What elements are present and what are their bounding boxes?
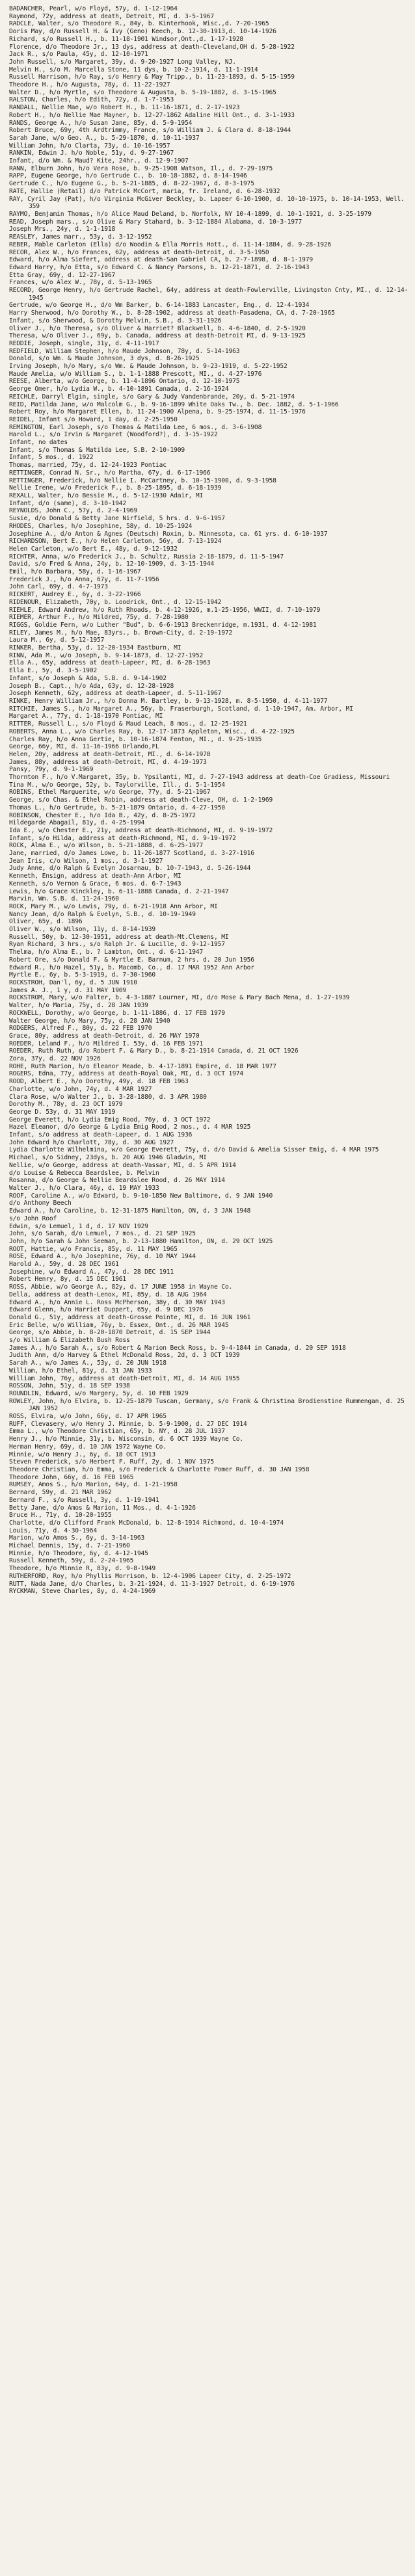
record-entry: Donald G., 51y, address at death-Grosse Pointe, MI, d. 16 JUN 1961 <box>9 1313 251 1321</box>
record-entry: Henry J., h/o Minnie, 31y, b. Wisconsin, d. 6 OCT 1939 Wayne Co. <box>9 1436 244 1443</box>
record-entry: s/o William & Elizabeth Bush Ross <box>9 1337 130 1345</box>
record-entry: RALSTON, Charles, h/o Edith, 72y, d. 1-7-1953 <box>9 96 174 104</box>
record-entry: Zora, 37y, d. 22 NOV 1926 <box>9 1055 101 1063</box>
record-entry: RHODES, Charles, h/o Josephine, 58y, d. 10-25-1924 <box>9 522 193 530</box>
record-entry: Doris May, d/o Russell H. & Ivy (Geno) Keech, b. 12-30-1913,d. 10-14-1926 <box>9 28 276 36</box>
record-entry: ROSSON, John, 51y, d. 18 SEP 1938 <box>9 1382 130 1390</box>
record-entry: George, 66y, MI, d. 11-16-1966 Orlando,FL <box>9 743 159 751</box>
record-entry: Edward Harry, h/o Etta, s/o Edward C. & Nancy Parsons, b. 12-21-1871, d. 2-16-1943 <box>9 263 310 271</box>
record-entry: Edward A., h/o Annie L. Ross McPherson, 38y, d. 30 MAY 1943 <box>9 1298 225 1306</box>
record-entry: Walter George, h/o Mary, 75y, d. 28 JAN 1940 <box>9 1017 170 1025</box>
record-entry: Marion, w/o Amos S., 6y, d. 3-14-1963 <box>9 1534 145 1542</box>
record-entry: RAPP, Eugene George, h/o Gertrude C., b. 10-18-1882, d. 8-14-1946 <box>9 172 247 180</box>
record-entry: ROCK, Mary M., w/o Lewis, 79y, d. 6-21-1918 Ann Arbor, MI <box>9 902 218 910</box>
record-entry: Kenneth, Ensign, address at death-Ann Arbor, MI <box>9 873 181 880</box>
record-entry: George, s/o Chas. & Ethel Robin, address at death-Cleve, OH, d. 1-2-1969 <box>9 796 273 804</box>
record-entry: Oliver W., s/o Wilson, 11y, d. 8-14-1939 <box>9 926 156 934</box>
record-entry: Edward Glenn, h/o Harriet Duppert, 65y, d. 9 DEC 1976 <box>9 1306 204 1314</box>
record-entry: Russell Kenneth, 59y, d. 2-24-1965 <box>9 1557 134 1565</box>
record-entry: Marvin, Wm. S.B. d. 11-24-1960 <box>9 895 119 903</box>
record-entry: Jack R., s/o Paula, 45y, d. 12-10-1971 <box>9 51 148 59</box>
record-entry: George Everett, h/o Lydia Emig Rood, 76y, d. 3 OCT 1972 <box>9 1116 211 1124</box>
record-entry: Dorothy M., 78y, d. 23 OCT 1979 <box>9 1101 123 1109</box>
record-entry: Jean Iris, c/o Wilson, 1 mos., d. 3-1-1927 <box>9 857 163 865</box>
record-entry: RYCKMAN, Steve Charles, 8y, d. 4-24-1969 <box>9 1588 156 1596</box>
record-entry: John Carl, 69y, d. 4-7-1973 <box>9 583 108 591</box>
record-entry: Michael, s/o Sidney, 23dys, b. 20 AUG 1946 Gladwin, MI <box>9 1154 207 1162</box>
record-entry: Betty Jane, d/o Amos & Marion, 11 Mos., d. 4-1-1926 <box>9 1504 196 1512</box>
record-entry: RECOR, Alex W., h/o Frances, 62y, address at death-Detroit, d. 3-5-1950 <box>9 248 269 256</box>
record-entry: RATE, Hallie (Retail) d/o Patrick McCort, maria, fr. Ireland, d. 6-28-1932 <box>9 187 280 195</box>
record-entry: Theodore John, 66y, d. 16 FEB 1965 <box>9 1473 134 1481</box>
record-entry: Harry Sherwood, h/o Dorothy W., b. 8-28-1902, address at death-Pasadena, CA, d. 7-20-1965 <box>9 309 335 317</box>
record-entry: Raymond, 72y, address at death, Detroit, MI, d. 3-5-1967 <box>9 12 215 20</box>
record-entry: Laura M., 6y, d. 5-12-1957 <box>9 637 105 644</box>
record-entry: Nellie, w/o George, address at death-Vassar, MI, d. 5 APR 1914 <box>9 1161 236 1169</box>
record-entry: RADCLE, Walter, s/o Theodore R., 84y, b. Kinterhook, Wisc.,d. 7-20-1965 <box>9 20 269 28</box>
record-entry: REASLEY, James marr., 53y, d. 3-12-1952 <box>9 233 152 241</box>
record-entry: John, s/o Sarah, d/o Lemuel, 7 mos., d. 21 SEP 1925 <box>9 1230 196 1238</box>
record-entry: ROWLEY, John, h/o Elvira, b. 12-25-1879 Tuscan, Germany, s/o Frank & Christina Brodienstine Rummengan, d. 25 JAN 1952 <box>9 1397 405 1413</box>
record-entry: RUMSEY, Amos S., h/o Marion, 64y, d. 1-21-1958 <box>9 1481 178 1489</box>
record-entry: RIDENOUR, Elizabeth, 70y, b. Loodrick, Ont., d. 12-15-1942 <box>9 598 222 606</box>
record-entry: REMINGTON, Earl Joseph, s/o Thomas & Matilda Lee, 6 mos., d. 3-6-1908 <box>9 423 262 431</box>
record-entry: Michael Dennis, 15y, d. 7-21-1960 <box>9 1542 130 1550</box>
record-entry: Minnie, w/o Henry J., 6y, d. 18 OCT 1913 <box>9 1451 156 1458</box>
record-entry: ROBINS, Ethel Marguerite, w/o George, 77y, d. 5-21-1967 <box>9 789 211 796</box>
record-entry: Infant, s/o Joseph & Ada, S.B. d. 9-14-1902 <box>9 674 167 682</box>
record-entry: RICHARDSON, Bert E., h/o Helen Carleton, 56y, d. 7-13-1924 <box>9 538 222 545</box>
record-entry: Irving Joseph, h/o Mary, s/o Wm. & Maude Johnson, b. 9-23-1919, d. 5-22-1952 <box>9 363 288 371</box>
record-entry: Minnie, h/o Theodore, 6y, d. 4-12-1945 <box>9 1549 148 1557</box>
record-entry: Donald, s/o Wm. & Maude Johnson, 3 dys, d. 8-26-1925 <box>9 355 200 363</box>
record-entry: RICHTER, Anna, w/o Frederick J., b. Schultz, Russia 2-18-1879, d. 11-5-1947 <box>9 553 284 560</box>
record-entry: ROSS, Abbie, w/o George A., 82y, d. 17 JUNE 1958 in Wayne Co. <box>9 1283 233 1291</box>
record-entry: Kenneth, s/o Vernon & Grace, 6 mos. d. 6-7-1943 <box>9 880 181 887</box>
record-entry: Edwin, s/o Lemuel, 1 d, d. 17 NOV 1929 <box>9 1222 148 1230</box>
record-entry: Theodore, h/o Minnie R, 83y, d. 9-8-1949 <box>9 1565 156 1573</box>
record-entry: ROOD, Albert E., h/o Dorothy, 49y, d. 18 FEB 1963 <box>9 1078 189 1086</box>
record-entry: Oliver J., h/o Theresa, s/o Oliver & Harriet? Blackwell, b. 4-6-1840, d. 2-5-1920 <box>9 324 306 332</box>
record-entry: Nancy Jean, d/o Ralph & Evelyn, S.B., d. 10-19-1949 <box>9 910 196 918</box>
record-entry: Edward R., h/o Hazel, 51y, b. Macomb, Co., d. 17 MAR 1952 Ann Arbor <box>9 964 254 971</box>
record-entry: Robert Roy, h/o Margaret Ellen, b. 11-24-1900 Alpena, b. 9-25-1974, d. 11-15-1976 <box>9 408 306 416</box>
record-entry: Hazel Eleanor, d/o George & Lydia Emig Rood, 2 mos., d. 4 MAR 1925 <box>9 1124 251 1131</box>
record-entry: Tina M., w/o George, 52y, b. Taylorville, Ill., d. 5-1-1954 <box>9 781 225 789</box>
record-entry: Harold A., 59y, d. 28 DEC 1961 <box>9 1261 119 1268</box>
record-entry: Thomas, married, 75y, d. 12-24-1923 Pontiac <box>9 462 167 469</box>
record-entry: REXALL, Walter, h/o Bessie M., d. 5-12-1930 Adair, MI <box>9 492 204 499</box>
record-entry: Helen Carleton, w/o Bert E., 48y, d. 9-12-1932 <box>9 545 178 553</box>
record-entry: REBER, Mable Carleton (Ella) d/o Woodin & Ella Morris Hott., d. 11-14-1884, d. 9-28-1926 <box>9 241 332 248</box>
record-entry: d/o Louise & Rebecca Beardslee, b. Melvin <box>9 1169 159 1177</box>
record-entry: RIEHLE, Edward Andrew, h/o Ruth Rhoads, b. 4-12-1926, m.1-25-1956, WWII, d. 7-10-1979 <box>9 606 321 614</box>
record-entry: Theresa, w/o Oliver J., 69y, b. Canada, address at death-Detroit MI, d. 9-13-1925 <box>9 332 306 340</box>
record-entry: James A. J., 1 y, d. 31 MAY 1909 <box>9 986 127 994</box>
record-entry: ROHE, Ruth Marion, h/o Eleanor Meade, b. 4-17-1891 Empire, d. 18 MAR 1977 <box>9 1062 276 1070</box>
record-entry: Robert Ore, s/o Donald F. & Myrtle E. Barnum, 2 hrs. d. 20 Jun 1956 <box>9 956 254 964</box>
record-entry: RANDALL, Nellie Mae, w/o Robert H., b. 11-16-1871, d. 2-17-1923 <box>9 104 240 112</box>
record-entry: Robert Bruce, 69y, 4th Ardtrimmy, France, s/o William J. & Clara d. 8-18-1944 <box>9 127 291 135</box>
record-entry: Edward A., h/o Caroline, b. 12-31-1875 Hamilton, ON, d. 3 JAN 1948 <box>9 1207 251 1215</box>
record-entry: Susie, d/o Donald & Betty Jane Nirfield, 5 hrs. d. 9-6-1957 <box>9 515 225 523</box>
record-entry: Della, address at death-Lenox, MI, 85y, d. 18 AUG 1964 <box>9 1291 207 1298</box>
record-entry: Theodore Christian, h/o Emma, s/o Frederick & Charlotte Pomer Ruff, d. 30 JAN 1958 <box>9 1466 310 1473</box>
record-entry: ROSS, Elvira, w/o John, 66y, d. 17 APR 1965 <box>9 1413 167 1421</box>
record-entry: Infant, d/o Wm. & Maud? Kite, 24hr., d. 12-9-1907 <box>9 157 189 165</box>
record-entry: RANDS, George A., h/o Susan Jane, 85y, d. 5-9-1954 <box>9 119 193 127</box>
record-entry: ROUNDLIN, Edward, w/o Margery, 5y, d. 10 FEB 1929 <box>9 1389 189 1397</box>
record-entry: Infant, s/o Hilda, address at death-Richmond, MI, d. 9-19-1972 <box>9 834 236 842</box>
record-entry: RANKIN, Edwin J. h/o Noble, 51y, d. 9-27-1967 <box>9 150 174 157</box>
record-entry: Jane, married, d/o James Lowe, b. 11-26-1877 Scotland, d. 3-27-1916 <box>9 850 254 858</box>
record-entry: Hildegarde Abagail, 81y, d. 4-25-1994 <box>9 819 145 827</box>
record-entry: Russell Harrison, h/o Ray, s/o Henry & May Tripp., b. 11-23-1893, d. 5-15-1959 <box>9 73 295 81</box>
record-entry: Herman Henry, 69y, d. 10 JAN 1972 Wayne Co. <box>9 1443 167 1451</box>
record-entry: Florence, d/o Theodore Jr., 13 dys, address at death-Cleveland,OH d. 5-28-1922 <box>9 43 295 51</box>
record-entry: s/o John Roof <box>9 1215 57 1222</box>
record-entry: Charlotte, d/o Clifford Frank McDonald, b. 12-8-1914 Richmond, d. 10-4-1974 <box>9 1519 284 1527</box>
record-entry: ROGERS, Edna, 77y, address at death-Royal Oak, MI, d. 3 OCT 1974 <box>9 1070 244 1078</box>
record-entry: READ, Joseph mars., s/o Olive & Mary Stahard, b. 3-12-1884 Alabama, d. 10-3-1977 <box>9 218 302 226</box>
record-entry: ROCKWELL, Dorothy, w/o George, b. 1-11-1886, d. 17 FEB 1979 <box>9 1009 225 1017</box>
record-entry: REYNOLDS, John C., 57y, d. 2-4-1969 <box>9 507 137 515</box>
record-entry: ROCKSTROH, Dan'l, 6y, d. 5 JUN 1910 <box>9 979 137 986</box>
record-entry: Sarah A., w/o James A., 53y, d. 20 JUN 1918 <box>9 1360 167 1367</box>
record-entry: Infant, s/o Sherwood, & Dorothy Melvin, S.B., d. 3-31-1926 <box>9 317 222 324</box>
record-entry: ROEDER, Ruth Ruth, d/o Robert F. & Mary D., b. 8-21-1914 Canada, d. 21 OCT 1926 <box>9 1047 299 1055</box>
record-entry: Theodore H., h/o Augusta, 78y, d. 11-22-1927 <box>9 81 170 89</box>
record-entry: Pansy, 79y, d. 9-1-1969 <box>9 766 94 774</box>
record-entry: Russell, 50y, b. 12-30-1951, address at death-Mt.Clemens, MI <box>9 933 229 941</box>
record-entry: Lewis, h/o Grace Kinckley, b. 6-11-1888 Canada, d. 2-21-1947 <box>9 887 229 895</box>
record-entry: Judy Anne, d/o Ralph & Evelyn Josarnau, b. 10-7-1943, d. 5-26-1944 <box>9 865 251 873</box>
record-entry: Richard, s/o Russell H., b. 11-18-1901 Windsor,Ont.,d. 1-17-1928 <box>9 35 244 43</box>
record-entry: Sarah Jane, w/o Geo. A., b. 5-29-1870, d. 10-11-1937 <box>9 134 200 142</box>
record-entry: Oliver, 65y, d. 1896 <box>9 918 83 926</box>
record-entry: Clara Rose, w/o Walter J., b. 3-28-1880, d. 3 APR 1980 <box>9 1093 207 1101</box>
record-entry: REDFIELD, William Stephen, h/o Maude Johnson, 78y, d. 5-14-1963 <box>9 347 240 355</box>
record-entry: RUFF, Clevasery, w/o Henry J. Minnie, b. 5-9-1900, d. 27 DEC 1914 <box>9 1420 247 1428</box>
record-entry: RITTER, Russell L., s/o Floyd & Maud Leach, 8 mos., d. 12-25-1921 <box>9 720 247 728</box>
record-entry: Louis, 71y, d. 4-30-1964 <box>9 1527 98 1534</box>
record-entry: RAYMO, Benjamin Thomas, h/o Alice Maud Deland, b. Norfolk, NY 10-4-1899, d. 10-1-1921, d. 3-25-1979 <box>9 210 371 218</box>
record-entry: BADANCHER, Pearl, w/o Floyd, 57y, d. 1-12-1964 <box>9 5 178 12</box>
record-entry: RIGGS, Goldie Fern, w/o Luther "Bud", b. 6-6-1913 Breckenridge, m.1931, d. 4-12-1981 <box>9 621 317 629</box>
record-entry: Charlotte, w/o John, 74y, d. 4 MAR 1927 <box>9 1085 152 1093</box>
record-entry: REIDEL, Infant s/o Howard, 1 day, d. 2-25-1950 <box>9 415 178 423</box>
record-entry: Infant, d/o (same), d. 3-10-1942 <box>9 499 127 507</box>
record-entry: Josephine A., d/o Anton & Agnes (Deutsch) Roxin, b. Minnesota, ca. 61 yrs. d. 6-10-1937 <box>9 530 328 538</box>
record-entry: ROEDER, Leland F., h/o Mildred I. 53y, d. 16 FEB 1971 <box>9 1040 204 1047</box>
record-entry: Infant, s/o address at death-Lapeer, d. 1 AUG 1936 <box>9 1131 193 1139</box>
record-entry: Frances, w/o Alex W., 78y, d. 5-13-1965 <box>9 279 152 287</box>
record-entry: Ryan Richard, 3 hrs., s/o Ralph Jr. & Lucille, d. 9-12-1957 <box>9 941 225 949</box>
record-entry: Charles Ray, h/o Anna Gertie, b. 10-16-1874 Fenton, MI., d. 9-25-1935 <box>9 735 262 743</box>
record-entry: REESE, Alberta, w/o George, b. 11-4-1896 Ontario, d. 12-10-1975 <box>9 378 240 386</box>
record-entry: RECORD, George Henry, h/o Gertrude Rachel, 64y, address at death-Fowlerville, Livingston Cnty, MI., d. 12-14-1945 <box>9 287 408 302</box>
record-entry: Joseph Kenneth, 62y, address at death-Lapeer, d. 5-11-1967 <box>9 690 222 698</box>
record-entry: Emma L., w/o Theodore Christian, 65y, b. NY, d. 28 JUL 1937 <box>9 1428 225 1436</box>
record-entry: Infant, s/o Thomas & Matilda Lee, S.B. 2-10-1909 <box>9 446 185 454</box>
record-entry: REID, Matilda Jane, w/o Malcolm G., b. 9-16-1899 White Oaks Tw., b. Dec. 1882, d. 5-1-1966 <box>9 401 339 408</box>
record-entry: Walter D., h/o Myrtle, s/o Theodore & Augusta, b. 5-19-1882, d. 3-15-1965 <box>9 88 276 96</box>
record-entry: Bruce H., 71y, d. 10-20-1955 <box>9 1512 112 1519</box>
record-entry: RETTINGER, Frederick, h/o Nellie I. McCartney, b. 10-15-1900, d. 9-3-1958 <box>9 477 276 484</box>
record-entry: George, s/o Abbie, b. 8-20-1870 Detroit, d. 15 SEP 1944 <box>9 1329 211 1337</box>
record-entry: James, 88y, address at death-Detroit, MI, d. 4-19-1973 <box>9 758 207 766</box>
record-entry: Bernard, 59y, d. 21 MAR 1962 <box>9 1489 112 1497</box>
record-entry: Eric Belle, w/o William, 76y, b. Essex, Ont., d. 26 MAR 1945 <box>9 1321 229 1329</box>
record-entry: Gertrude C., h/o Eugene G., b. 5-21-1885, d. 8-22-1967, d. 8-3-1975 <box>9 180 254 188</box>
record-entry: William, h/o Ethel, 81y, d. 31 JAN 1933 <box>9 1367 152 1374</box>
record-entry: Margaret A., 77y, d. 1-18-1970 Pontiac, MI <box>9 713 163 720</box>
record-entry: RINKER, Bertha, 53y, d. 12-20-1934 Eastburn, MI <box>9 644 181 652</box>
record-entry: d/o Anthony Beech <box>9 1200 72 1207</box>
record-entry: Ida E., w/o Chester E., 21y, address at death-Richmond, MI, d. 9-19-1972 <box>9 826 273 834</box>
record-entry: George Omer, h/o Lydia W., b. 4-10-1891 Canada, d. 2-16-1924 <box>9 386 229 393</box>
record-entry: RANN, Elburn John, h/o Vera Rose, b. 9-25-1908 Watson, Il., d. 7-29-1975 <box>9 164 273 172</box>
record-entry: Walter, h/o Maria, 75y, d. 28 JAN 1939 <box>9 1002 148 1010</box>
record-entry: David, s/o Fred & Anna, 24y, b. 12-10-1909, d. 3-15-1944 <box>9 560 215 568</box>
record-entry: John Edward h/o Charlott, 78y, d. 30 AUG 1927 <box>9 1138 174 1146</box>
record-entry: Edward, h/o Alma Siefert, address at death-San Gabriel CA, b. 2-7-1898, d. 8-1-1979 <box>9 256 313 264</box>
record-entry: ROCKSTROM, Mary, w/o Falter, b. 4-3-1887 Lourner, MI, d/o Mose & Mary Bach Mena, d. 1-27-1939 <box>9 994 350 1002</box>
record-entry: RIEMER, Arthur F., h/o Mildred, 75y, d. 7-28-1980 <box>9 614 189 622</box>
record-entry: Bernard F., s/o Russell, 3y, d. 1-19-1941 <box>9 1496 159 1504</box>
record-entry: Myrtle E., 6y, b. 5-3-1919, d. 7-30-1960 <box>9 971 156 979</box>
record-entry: Steven Frederick, s/o Herbert F. Ruff, 2y, d. 1 NOV 1975 <box>9 1458 215 1466</box>
record-entry: RINN, Ada M., w/o Joseph, b. 9-14-1873, d. 12-27-1952 <box>9 651 204 659</box>
record-entry: RUTT, Nada Jane, d/o Charles, b. 3-21-1924, d. 11-3-1927 Detroit, d. 6-19-1976 <box>9 1580 295 1588</box>
record-entry: John, h/o Sarah & John Seeman, b. 2-13-1880 Hamilton, ON, d. 29 OCT 1925 <box>9 1237 273 1245</box>
record-entry: RODGERS, Alfred F., 80y, d. 22 FEB 1970 <box>9 1025 152 1032</box>
record-entry: Thomas L., h/o Gertrude, b. 5-21-1879 Ontario, d. 4-27-1950 <box>9 804 225 811</box>
record-entry: Thelma, h/o Alma E., b. ? Lambton, Ont., d. 6-11-1947 <box>9 949 204 956</box>
record-entry: Joseph Mrs., 24y, d. 1-1-1918 <box>9 226 116 233</box>
record-entry: Emil, h/o Barbara, 58y, d. 1-16-1967 <box>9 568 141 576</box>
record-entry: ROSE, Edward A., h/o Josephine, 76y, d. 10 MAY 1944 <box>9 1253 196 1261</box>
record-entry: Judith Ann, d/o Harvey & Ethel McDonald Ross, 2d, d. 3 OCT 1939 <box>9 1352 240 1360</box>
record-entry: RAY, Cyril Jay (Pat), h/o Virginia McGiver Beckley, b. Lapeer 6-10-1900, d. 10-10-1975, b. 10-14-1953, Well. 359 <box>9 195 405 211</box>
record-entry: John Russell, s/o Margaret, 39y, d. 9-20-1927 Long Valley, NJ. <box>9 58 236 66</box>
record-entry: Walter J., h/o Clara, 46y, d. 19 MAY 1933 <box>9 1184 159 1192</box>
record-entry: RINKE, Henry William Jr., h/o Donna M. Bartley, b. 9-13-1928, m. 8-5-1950, d. 4-11-1977 <box>9 697 328 705</box>
record-entry: REDDIE, Joseph, single, 31y, d. 4-11-1917 <box>9 339 159 347</box>
record-entry: Rosanna, d/o George & Nellie Beardslee Rood, d. 26 MAY 1914 <box>9 1177 225 1185</box>
record-entry: Robert H., h/o Nellie Mae Mayner, b. 12-27-1862 Adaline Hill Ont., d. 3-1-1933 <box>9 111 295 119</box>
record-entry: Melvin H., s/o M. Marcella Stone, 11 dys, b. 10-2-1914, d. 11-1-1914 <box>9 66 258 73</box>
record-entry: ROBINSON, Chester E., h/o Ida B., 42y, d. 8-25-1972 <box>9 811 196 819</box>
record-entry: RITCHIE, James S., h/o Margaret A., 56y, b. Fraserburgh, Scotland, d. 1-10-1947, Am. Arbor, MI <box>9 705 353 713</box>
record-entry: Josephine, w/o Edward A., 47y, d. 28 DEC 1911 <box>9 1268 174 1276</box>
record-entry: RICKERT, Audrey E., 6y, d. 3-22-1966 <box>9 591 141 599</box>
record-entry: RILEY, James M., h/o Mae, 83yrs., b. Brown-City, d. 2-19-1972 <box>9 629 233 637</box>
record-entry: Helen, 20y, address at death-Detroit, MI., d. 6-14-1978 <box>9 750 211 758</box>
record-entry: ROBERTS, Anna L., w/o Charles Ray, b. 12-17-1873 Appleton, Wisc., d. 4-22-1925 <box>9 728 295 735</box>
record-entry: Maude Amelia, w/o William S., b. 1-1-1888 Prescott, MI., d. 4-27-1976 <box>9 370 262 378</box>
record-entry: James A., h/o Sarah A., s/o Robert & Marion Beck Ross, b. 9-4-1844 in Canada, d. 20 SEP 1918 <box>9 1344 346 1352</box>
record-entry: Nellie Irene, w/o Frederick F., b. 8-25-1895, d. 6-18-1939 <box>9 484 222 492</box>
record-entry: REICHLE, Darryl Elgin, single, s/o Gary & Judy Vandenbrande, 20y, d. 5-21-1974 <box>9 393 295 401</box>
record-entry: Frederick J., h/o Anna, 67y, d. 11-7-1956 <box>9 575 159 583</box>
record-entry: ROOF, Caroline A., w/o Edward, b. 9-10-1850 New Baltimore, d. 9 JAN 1940 <box>9 1192 273 1200</box>
record-entry: RUTHERFORD, Roy, h/o Phyllis Morrison, b. 12-4-1906 Lapeer City, d. 2-25-1972 <box>9 1572 291 1580</box>
record-entry: George D. 53y, d. 31 MAY 1919 <box>9 1108 116 1116</box>
record-entry: Grace, 80y, address at death-Detroit, d. 26 MAY 1970 <box>9 1032 200 1040</box>
record-entry: Lydia Charlotte Wilhelmina, w/o George Everett, 75y, d. d/o David & Amelia Sisser Emig, d. 4 MAR 1975 <box>9 1146 379 1154</box>
record-entry: Ella E., 5y, d. 3-5-1902 <box>9 667 98 675</box>
record-entry: Infant, 5 mos., d. 1922 <box>9 454 94 462</box>
record-entry: Infant, no dates <box>9 439 68 447</box>
record-entry: William John, h/o Clarta, 73y, d. 10-16-1957 <box>9 142 170 150</box>
record-entry: Gertrude, w/o George H., d/o Wm Barker, b. 6-14-1883 Lancaster, Eng., d. 12-4-1934 <box>9 302 310 309</box>
record-entry: Ella A., 65y, address at death-Lapeer, MI, d. 6-28-1963 <box>9 659 211 667</box>
record-entry: Robert Henry, 8y, d. 15 DEC 1961 <box>9 1276 127 1283</box>
record-entry: Harold L., s/o Irvin & Margaret (Woodford?), d. 3-15-1922 <box>9 431 218 439</box>
record-entry: William John, 76y, address at death-Detroit, MI, d. 14 AUG 1955 <box>9 1374 240 1382</box>
record-entry: ROCK, Alma E., w/o Wilson, b. 5-21-1888, d. 6-25-1977 <box>9 842 204 850</box>
record-entry: ROOT, Hattie, w/o Francis, 85y, d. 11 MAY 1965 <box>9 1245 178 1253</box>
record-entry: Etta Gray, 69y, d. 12-27-1967 <box>9 271 116 279</box>
record-entry: RETTINGER, Conrad N. Sr., h/o Martha, 67y, d. 6-17-1966 <box>9 469 211 477</box>
record-entry: Joseph B., Capt., h/o Ada, 63y, d. 12-28-1928 <box>9 682 174 690</box>
record-entry: Thornton F., h/o V.Margaret, 35y, b. Ypsilanti, MI, d. 7-27-1943 address at death-Coe Gradiess, Missouri <box>9 774 390 782</box>
